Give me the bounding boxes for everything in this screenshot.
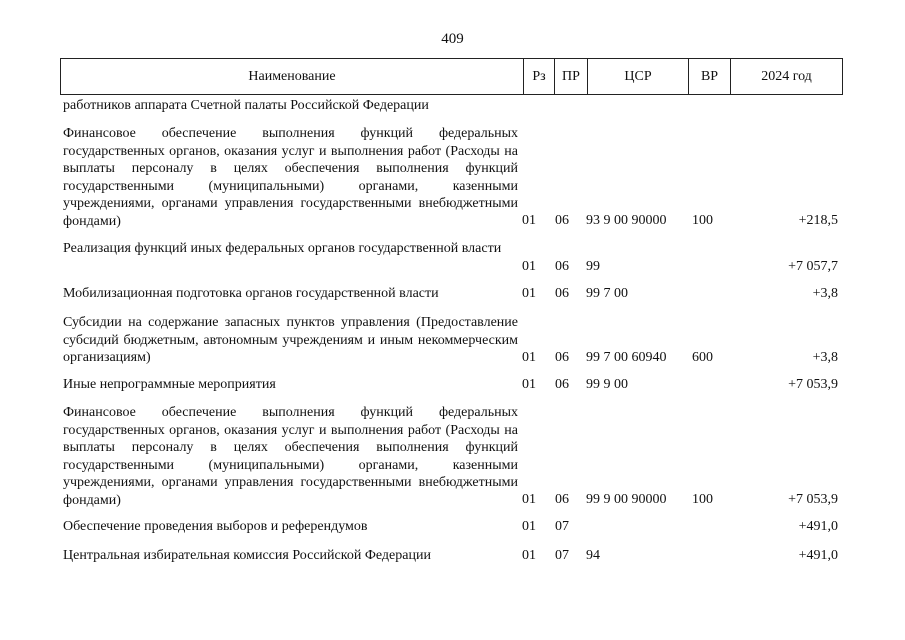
row-name: Реализация функций иных федеральных органов государственной власти: [63, 241, 502, 256]
row-rz: 01: [522, 286, 536, 301]
row-name: Центральная избирательная комиссия Российской Федерации: [63, 548, 431, 563]
row-csr: 94: [586, 548, 600, 563]
row-pr: 06: [555, 258, 569, 274]
row-pr: 07: [555, 548, 569, 563]
row-csr: 99 9 00: [586, 377, 628, 392]
row-name: работников аппарата Счетной палаты Российской Федерации: [63, 98, 429, 113]
row-csr: 99 7 00 60940: [586, 350, 667, 365]
row-name: Обеспечение проведения выборов и референдумов: [63, 519, 368, 534]
header-rz: Рз: [523, 59, 554, 94]
table-header: [60, 58, 843, 95]
header-pr: ПР: [554, 59, 587, 94]
row-rz: 01: [522, 548, 536, 563]
page-number: 409: [441, 31, 464, 47]
row-name: Иные непрограммные мероприятия: [63, 377, 276, 392]
row-pr: 06: [555, 350, 569, 365]
row-csr: 99 7 00: [586, 286, 628, 301]
row-vr: 600: [692, 350, 713, 365]
row-rz: 01: [522, 350, 536, 365]
row-name: Субсидии на содержание запасных пунктов управления (Предоставление субсидий бюджетным, автономным учреждениям и иным некоммерческим организациям): [63, 315, 518, 365]
row-pr: 06: [555, 213, 569, 228]
row-vr: 100: [692, 213, 713, 228]
row-rz: 01: [522, 492, 536, 507]
row-vr: 100: [692, 492, 713, 507]
row-amount: +491,0: [798, 548, 838, 563]
row-pr: 06: [555, 492, 569, 507]
row-csr: 99 9 00 90000: [586, 492, 667, 507]
row-name: Мобилизационная подготовка органов государственной власти: [63, 286, 439, 301]
row-pr: 06: [555, 377, 569, 392]
row-pr: 07: [555, 519, 569, 534]
row-amount: +7 053,9: [788, 492, 838, 507]
row-amount: +3,8: [812, 350, 838, 365]
row-pr: 06: [555, 286, 569, 301]
row-amount: +7 057,7: [788, 258, 838, 274]
row-amount: +491,0: [798, 519, 838, 534]
row-amount: +218,5: [798, 213, 838, 228]
row-csr: 99: [586, 258, 600, 274]
header-name: Наименование: [248, 68, 336, 84]
row-rz: 01: [522, 377, 536, 392]
header-vr: ВР: [688, 59, 730, 94]
row-amount: +7 053,9: [788, 377, 838, 392]
header-csr: ЦСР: [587, 59, 688, 94]
header-year: 2024 год: [730, 59, 842, 94]
row-name: Финансовое обеспечение выполнения функций федеральных государственных органов, оказания услуг и выполнения работ (Расходы на выплаты персоналу в целях обеспечения выполнения функций государственными (муниципальными) органами, казенными учреждениями, органами управления государственными внебюджетными фондами): [63, 405, 518, 508]
row-csr: 93 9 00 90000: [586, 213, 667, 228]
row-amount: +3,8: [812, 286, 838, 301]
row-rz: 01: [522, 213, 536, 228]
row-rz: 01: [522, 519, 536, 534]
row-name: Финансовое обеспечение выполнения функций федеральных государственных органов, оказания услуг и выполнения работ (Расходы на выплаты персоналу в целях обеспечения выполнения функций государственными (муниципальными) органами, казенными учреждениями, органами управления государственными внебюджетными фондами): [63, 126, 518, 229]
row-rz: 01: [522, 258, 536, 274]
